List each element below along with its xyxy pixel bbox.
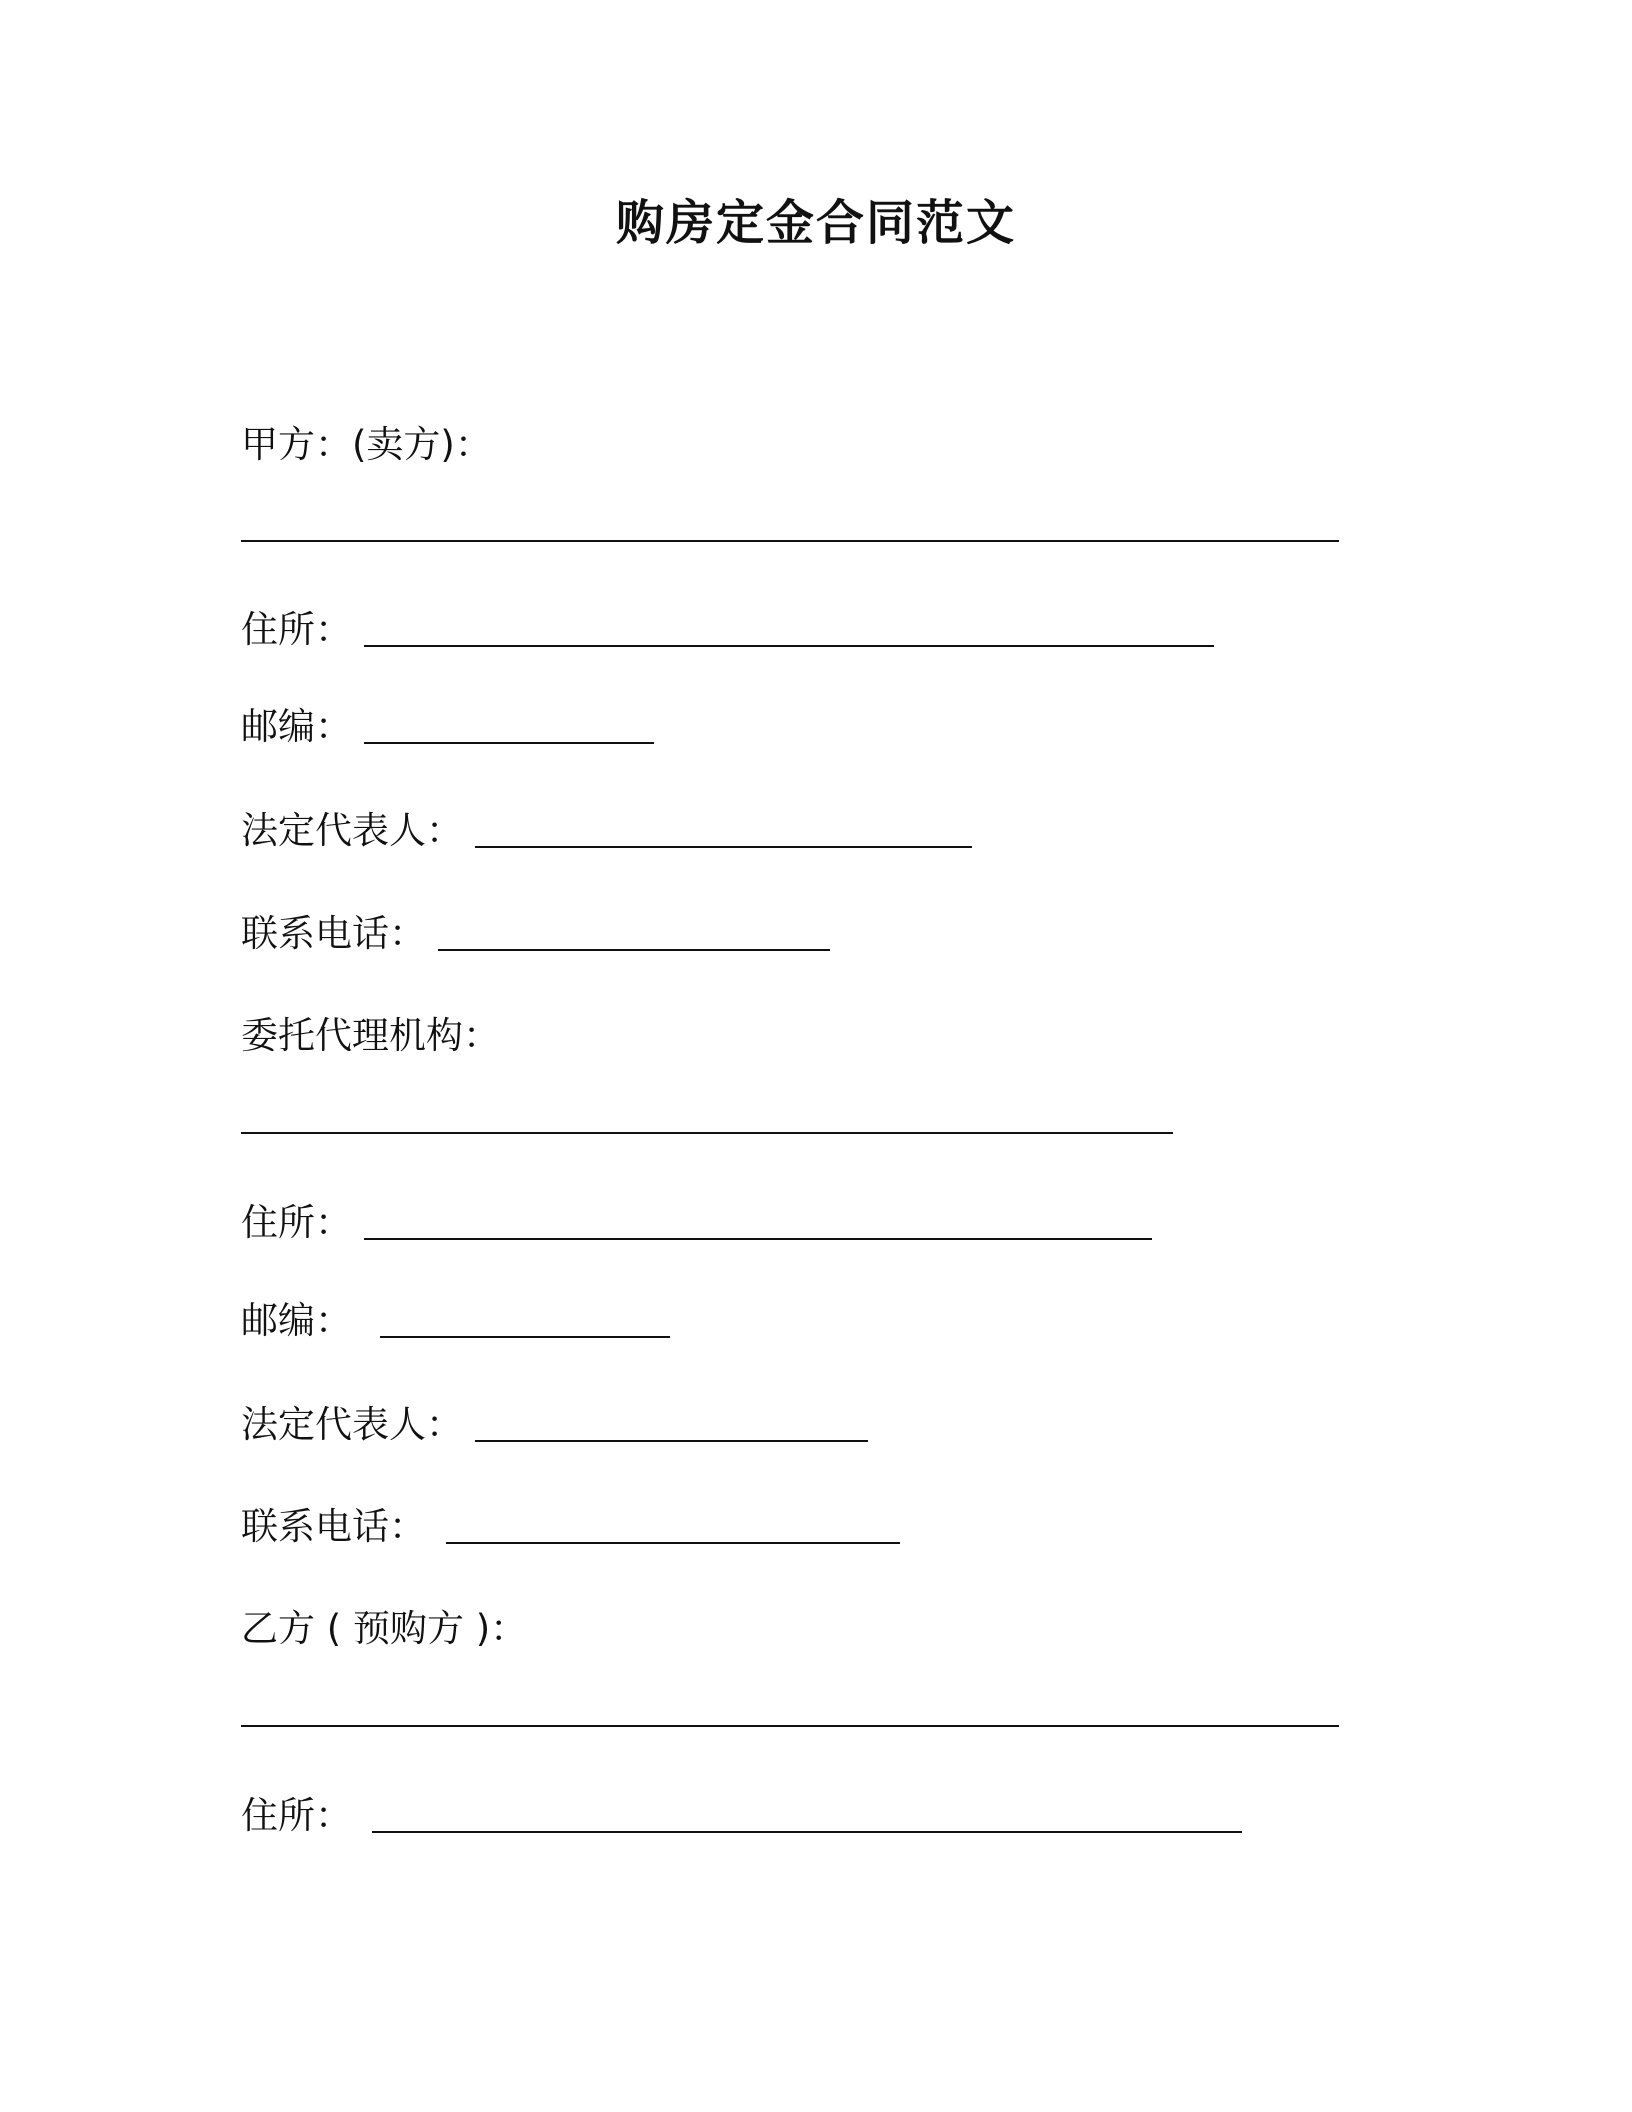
party-a-address-label: 住所：: [241, 608, 352, 651]
agent-phone-label: 联系电话：: [241, 1505, 426, 1548]
agent-legal-rep-row: [241, 1400, 868, 1450]
party-a-postcode-blank: [364, 742, 654, 744]
party-a-address-row: [241, 605, 1214, 655]
party-a-postcode-label: 邮编：: [241, 705, 352, 748]
agent-address-label: 住所：: [241, 1201, 352, 1244]
agent-postcode-label: 邮编：: [241, 1299, 352, 1342]
party-b-heading: 乙方 ( 预购方 )：: [241, 1607, 528, 1650]
party-a-legal-rep-label: 法定代表人：: [241, 809, 463, 852]
party-a-heading: 甲方：(卖方)：: [241, 423, 492, 466]
agent-heading: 委托代理机构：: [241, 1014, 500, 1057]
party-b-address-row: [241, 1791, 1242, 1841]
agent-legal-rep-label: 法定代表人：: [241, 1403, 463, 1446]
party-a-legal-rep-row: [241, 806, 972, 856]
party-a-name-blank: [241, 540, 1339, 542]
party-b-name-blank: [241, 1725, 1339, 1727]
agent-legal-rep-blank: [475, 1440, 868, 1442]
document-title: 购房定金合同范文: [615, 195, 1016, 251]
party-a-postcode-row: [241, 702, 654, 752]
party-b-address-blank: [372, 1831, 1242, 1833]
party-a-phone-blank: [438, 949, 830, 951]
party-a-phone-row: [241, 909, 830, 959]
party-a-heading-row: [241, 420, 492, 470]
agent-heading-row: [241, 1011, 500, 1061]
agent-address-row: [241, 1198, 1152, 1248]
agent-phone-row: [241, 1502, 900, 1552]
agent-postcode-blank: [380, 1336, 670, 1338]
party-b-address-label: 住所：: [241, 1794, 352, 1837]
agent-name-blank: [241, 1132, 1173, 1134]
party-a-address-blank: [364, 645, 1214, 647]
party-b-heading-row: [241, 1604, 527, 1654]
agent-postcode-row: [241, 1296, 670, 1346]
agent-phone-blank: [446, 1542, 900, 1544]
party-a-legal-rep-blank: [475, 846, 972, 848]
party-a-phone-label: 联系电话：: [241, 912, 426, 955]
agent-address-blank: [364, 1238, 1152, 1240]
